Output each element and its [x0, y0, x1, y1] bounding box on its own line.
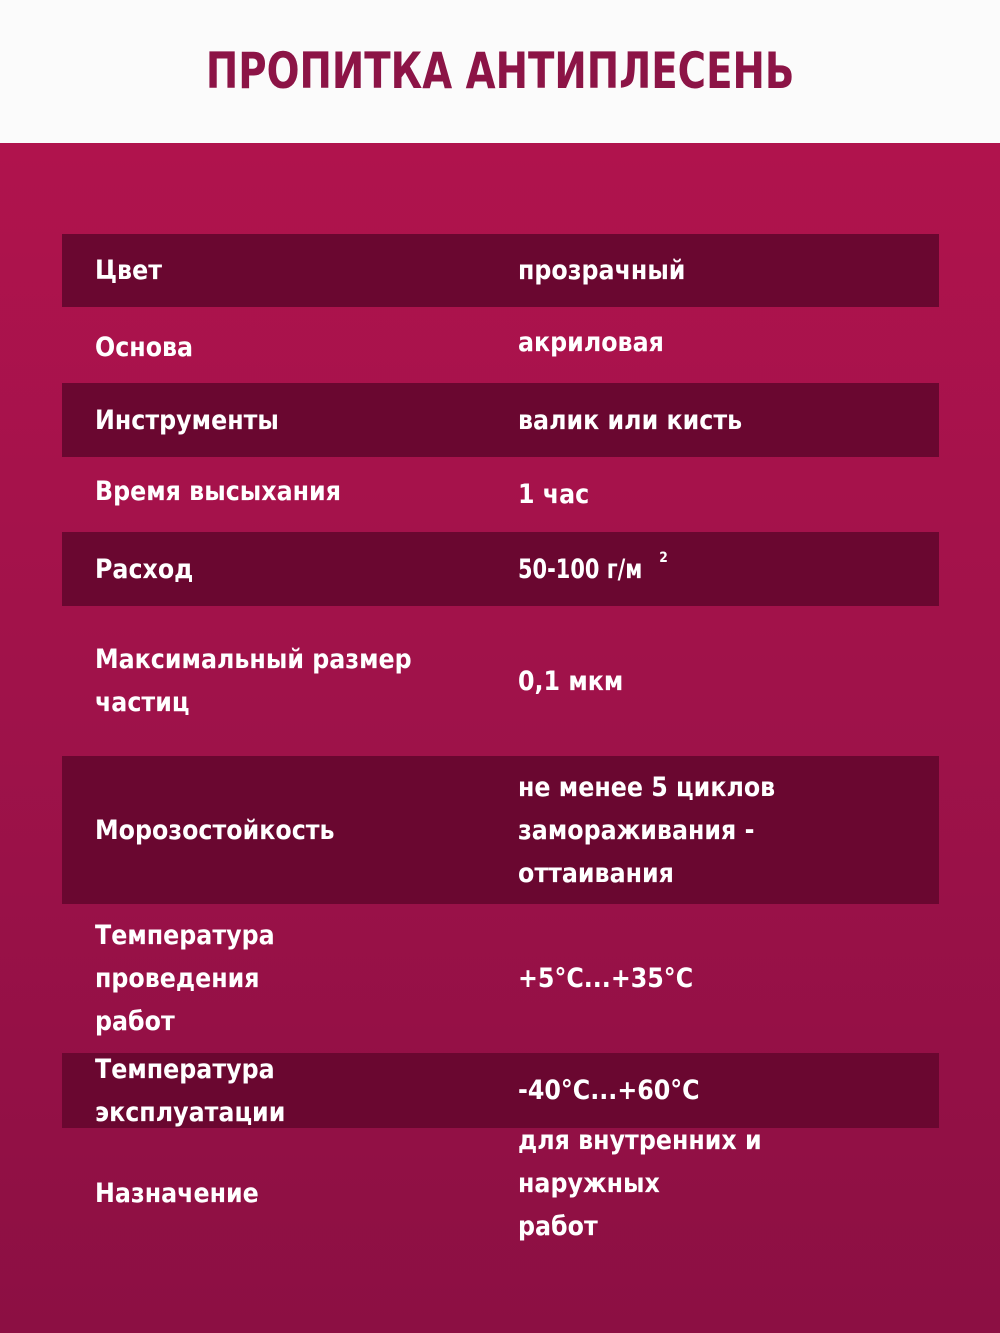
- spec-value: 0,1 мкм: [518, 665, 624, 697]
- spec-row-purpose: [62, 1124, 939, 1258]
- spec-value: прозрачный: [518, 255, 686, 286]
- spec-row-frost-resistance: [62, 756, 939, 904]
- spec-value: не менее 5 циклов замораживания - оттаивания: [518, 771, 776, 889]
- spec-row-tools: [62, 383, 939, 457]
- spec-value: для внутренних и наружных работ: [518, 1124, 762, 1242]
- spec-value: 1 час: [518, 479, 590, 510]
- page-title: ПРОПИТКА АНТИПЛЕСЕНЬ: [205, 41, 795, 100]
- spec-label: Максимальный размер частиц: [95, 644, 412, 718]
- spec-row-consumption: [62, 532, 939, 606]
- spec-row-drying-time: [62, 457, 939, 532]
- superscript: 2: [659, 549, 668, 566]
- spec-label: Морозостойкость: [95, 814, 335, 846]
- spec-row-particle-size: [62, 606, 939, 756]
- spec-label: Температура проведения работ: [95, 920, 275, 1037]
- spec-value: валик или кисть: [518, 404, 743, 436]
- spec-label: Инструменты: [95, 404, 279, 436]
- spec-label: Основа: [95, 331, 194, 363]
- spec-row-base: [62, 307, 939, 383]
- spec-value: -40°С...+60°С: [518, 1075, 700, 1106]
- spec-label: Расход: [95, 553, 194, 585]
- spec-label: Назначение: [95, 1177, 259, 1209]
- spec-row-application-temperature: [62, 904, 939, 1053]
- spec-value: акриловая: [518, 326, 664, 358]
- spec-value: +5°С...+35°С: [518, 963, 694, 994]
- spec-label: Время высыхания: [95, 476, 341, 507]
- spec-label: Цвет: [95, 255, 162, 286]
- header: [0, 0, 1000, 143]
- spec-value: 50-100 г/м $^2$: [518, 549, 668, 585]
- spec-label: Температура эксплуатации: [95, 1053, 286, 1128]
- spec-row-color: [62, 234, 939, 307]
